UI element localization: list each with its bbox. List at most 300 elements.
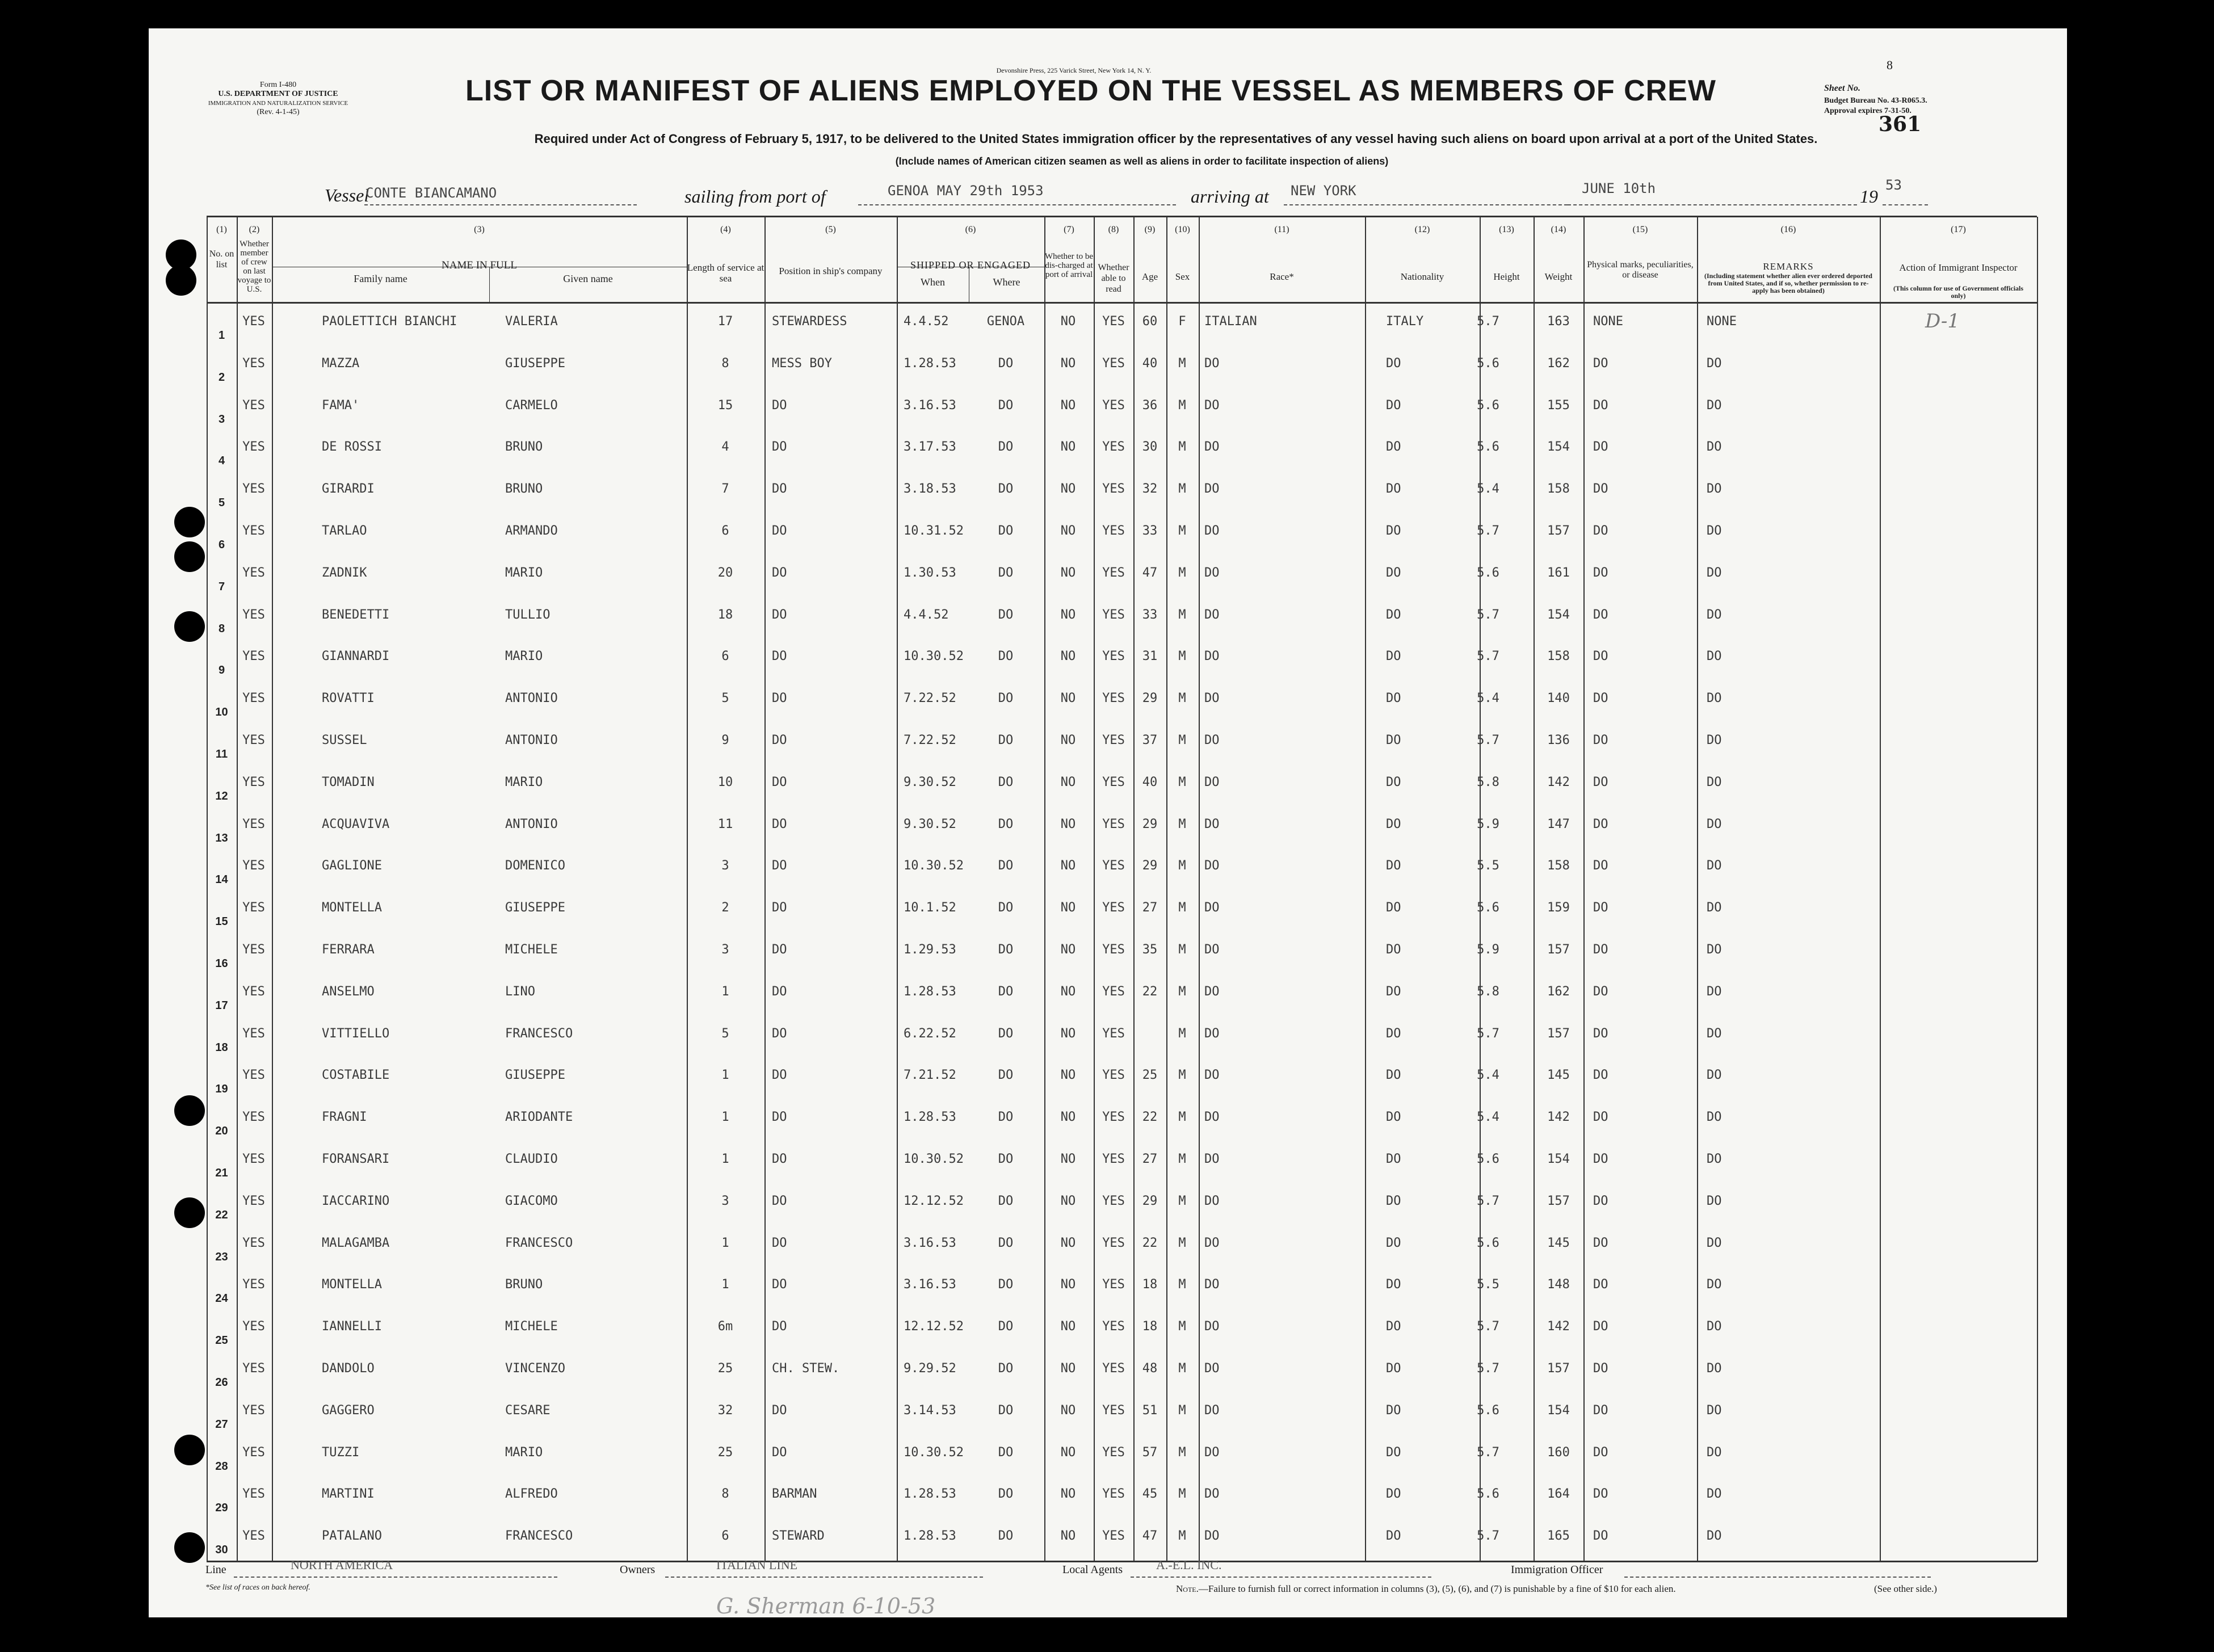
header-where: Where [993,276,1020,288]
cell-when: 9.30.52 [904,775,956,789]
cell-when: 3.17.53 [904,440,956,455]
cell-weight: 142 [1547,1319,1570,1334]
cell-given: TULLIO [505,607,551,622]
cell-position: DO [772,1026,787,1041]
cell-phys: DO [1593,901,1608,915]
cell-when: 1.28.53 [904,1487,956,1502]
cell-race: DO [1204,1277,1220,1292]
cell-read: YES [1102,943,1125,957]
cell-position: DO [772,524,787,538]
cell-length: 17 [717,314,733,329]
row-number: 29 [215,1502,228,1515]
cell-remarks: DO [1707,901,1722,915]
cell-length: 4 [721,440,729,455]
cell-given: BRUNO [505,440,543,455]
cell-where: DO [998,984,1014,999]
cell-sex: M [1178,943,1186,957]
cell-weight: 164 [1547,1487,1570,1502]
cell-read: YES [1102,398,1125,413]
cell-sex: M [1178,565,1186,580]
cell-read: YES [1102,440,1125,455]
cell-height: 5.6 [1477,565,1499,580]
column-number: (16) [1780,225,1796,234]
row-number: 13 [215,831,228,844]
cell-age: 45 [1142,1487,1158,1502]
cell-disch: NO [1060,1152,1076,1166]
cell-weight: 158 [1547,859,1570,873]
cell-member: YES [242,817,265,831]
fine-note [1176,1583,1676,1595]
cell-length: 1 [721,1235,729,1250]
cell-phys: DO [1593,482,1608,497]
cell-nat: DO [1386,817,1401,831]
row-number: 11 [215,748,228,760]
cell-where: DO [998,1361,1014,1376]
cell-member: YES [242,356,265,371]
cell-family: FERRARA [322,943,375,957]
cell-where: DO [998,1152,1014,1166]
cell-length: 6 [721,649,729,664]
row-number: 25 [215,1334,228,1347]
cell-position: DO [772,1235,787,1250]
cell-when: 7.21.52 [904,1068,956,1083]
cell-sex: M [1178,1026,1186,1041]
cell-race: DO [1204,1193,1220,1208]
cell-sex: M [1178,398,1186,413]
cell-weight: 157 [1547,1361,1570,1376]
cell-when: 1.28.53 [904,356,956,371]
cell-phys: NONE [1593,314,1623,329]
cell-read: YES [1102,1110,1125,1125]
cell-member: YES [242,1319,265,1334]
row-number: 17 [215,999,228,1012]
cell-age: 29 [1142,817,1158,831]
column-number: (9) [1144,225,1156,234]
header-name: NAME IN FULL [442,259,517,271]
form-id-block [199,81,358,117]
cell-when: 4.4.52 [904,607,949,622]
cell-phys: DO [1593,440,1608,455]
cell-phys: DO [1593,733,1608,747]
line-value: NORTH AMERICA [291,1558,393,1572]
cell-nat: DO [1386,1026,1401,1041]
cell-where: DO [998,943,1014,957]
cell-position: CH. STEW. [772,1361,840,1376]
cell-sex: M [1178,1319,1186,1334]
cell-nat: DO [1386,649,1401,664]
cell-where: DO [998,649,1014,664]
cell-height: 5.7 [1477,524,1499,538]
cell-where: DO [998,356,1014,371]
header-nationality: Nationality [1400,271,1444,282]
header-remarks-note: (Including statement whether alien ever ordered deported from United States, and if so, whether permission to re-apply has been obtained) [1704,272,1872,295]
cell-member: YES [242,1445,265,1460]
cell-phys: DO [1593,1361,1608,1376]
cell-disch: NO [1060,524,1076,538]
cell-given: GIUSEPPE [505,901,565,915]
cell-position: DO [772,1403,787,1418]
cell-sex: M [1178,817,1186,831]
cell-disch: NO [1060,1445,1076,1460]
cell-family: GIANNARDI [322,649,390,664]
page-title: LIST OR MANIFEST OF ALIENS EMPLOYED ON THE VESSEL AS MEMBERS OF CREW [465,74,1716,107]
cell-read: YES [1102,775,1125,789]
cell-member: YES [242,691,265,706]
cell-remarks: DO [1707,1235,1722,1250]
cell-height: 5.7 [1477,1361,1499,1376]
cell-read: YES [1102,1277,1125,1292]
cell-height: 5.8 [1477,984,1499,999]
cell-when: 3.16.53 [904,1277,956,1292]
row-number: 16 [215,957,228,970]
cell-race: DO [1204,1026,1220,1041]
cell-when: 3.18.53 [904,482,956,497]
cell-remarks: DO [1707,356,1722,371]
cell-height: 5.5 [1477,1277,1499,1292]
cell-where: DO [998,1487,1014,1502]
cell-weight: 140 [1547,691,1570,706]
cell-height: 5.7 [1477,649,1499,664]
cell-position: DO [772,984,787,999]
cell-remarks: DO [1707,943,1722,957]
cell-when: 1.28.53 [904,984,956,999]
cell-height: 5.7 [1477,733,1499,747]
cell-nat: DO [1386,733,1401,747]
cell-position: DO [772,649,787,664]
cell-race: DO [1204,691,1220,706]
cell-age: 33 [1142,524,1158,538]
cell-weight: 142 [1547,1110,1570,1125]
cell-disch: NO [1060,1110,1076,1125]
budget-number: Budget Bureau No. 43-R065.3. [1824,96,1927,105]
cell-family: GAGGERO [322,1403,375,1418]
cell-family: PAOLETTICH BIANCHI [322,314,457,329]
cell-age: 57 [1142,1445,1158,1460]
cell-where: DO [998,1403,1014,1418]
cell-weight: 154 [1547,607,1570,622]
cell-given: MARIO [505,1445,543,1460]
header-member: Whether member of crew on last voyage to U.S. [237,239,271,294]
cell-phys: DO [1593,984,1608,999]
cell-height: 5.9 [1477,943,1499,957]
cell-disch: NO [1060,1068,1076,1083]
cell-age: 33 [1142,607,1158,622]
cell-family: DE ROSSI [322,440,382,455]
cell-length: 32 [717,1403,733,1418]
cell-nat: DO [1386,775,1401,789]
cell-race: DO [1204,440,1220,455]
cell-member: YES [242,398,265,413]
cell-member: YES [242,314,265,329]
cell-height: 5.6 [1477,1487,1499,1502]
department: U.S. DEPARTMENT OF JUSTICE [218,90,338,98]
cell-position: DO [772,607,787,622]
header-given: Given name [563,273,613,284]
line-label: Line [205,1563,226,1576]
cell-member: YES [242,859,265,873]
column-number: (3) [474,225,485,234]
cell-height: 5.6 [1477,901,1499,915]
cell-family: MALAGAMBA [322,1235,390,1250]
cell-family: DANDOLO [322,1361,375,1376]
cell-weight: 154 [1547,1152,1570,1166]
cell-length: 2 [721,901,729,915]
cell-age: 30 [1142,440,1158,455]
column-number: (12) [1414,225,1430,234]
cell-read: YES [1102,1529,1125,1544]
cell-nat: DO [1386,1403,1401,1418]
cell-sex: M [1178,1487,1186,1502]
cell-read: YES [1102,1403,1125,1418]
cell-where: DO [998,1277,1014,1292]
form-subtitle: Required under Act of Congress of February 5, 1917, to be delivered to the United States immigration officer by the representatives of any vessel having such aliens on board upon arrival at a port of the United States. [534,132,1818,146]
cell-member: YES [242,1110,265,1125]
cell-where: GENOA [986,314,1025,329]
cell-read: YES [1102,524,1125,538]
cell-height: 5.6 [1477,1235,1499,1250]
cell-disch: NO [1060,1026,1076,1041]
cell-length: 6 [721,1529,729,1544]
cell-given: GIACOMO [505,1193,558,1208]
cell-length: 1 [721,1068,729,1083]
cell-sex: M [1178,482,1186,497]
cell-race: DO [1204,817,1220,831]
cell-given: ARMANDO [505,524,558,538]
cell-height: 5.6 [1477,356,1499,371]
cell-read: YES [1102,565,1125,580]
cell-length: 5 [721,1026,729,1041]
cell-sex: M [1178,1235,1186,1250]
column-number: (2) [249,225,260,234]
cell-nat: DO [1386,859,1401,873]
cell-sex: M [1178,1529,1186,1544]
cell-remarks: DO [1707,1277,1722,1292]
cell-where: DO [998,482,1014,497]
cell-age: 27 [1142,901,1158,915]
cell-when: 1.29.53 [904,943,956,957]
cell-disch: NO [1060,775,1076,789]
stamp-number: 361 [1879,112,1922,136]
row-number: 26 [215,1376,228,1389]
cell-member: YES [242,943,265,957]
cell-phys: DO [1593,398,1608,413]
cell-remarks: DO [1707,649,1722,664]
row-number: 8 [218,622,225,635]
cell-position: DO [772,1152,787,1166]
cell-height: 5.5 [1477,859,1499,873]
cell-remarks: DO [1707,565,1722,580]
header-shipped: SHIPPED OR ENGAGED [910,259,1031,271]
punch-hole [174,541,205,572]
cell-sex: M [1178,859,1186,873]
cell-family: GIRARDI [322,482,375,497]
cell-length: 1 [721,1152,729,1166]
header-family: Family name [354,273,407,284]
cell-phys: DO [1593,1445,1608,1460]
cell-phys: DO [1593,1403,1608,1418]
cell-remarks: DO [1707,607,1722,622]
cell-remarks: DO [1707,1152,1722,1166]
cell-read: YES [1102,859,1125,873]
cell-given: ANTONIO [505,817,558,831]
cell-phys: DO [1593,565,1608,580]
cell-phys: DO [1593,817,1608,831]
cell-weight: 162 [1547,984,1570,999]
cell-sex: M [1178,1445,1186,1460]
row-number: 20 [215,1125,228,1138]
cell-read: YES [1102,984,1125,999]
header-action-note: (This column for use of Government officials only) [1893,284,2024,300]
column-number: (11) [1274,225,1289,234]
service-name: IMMIGRATION AND NATURALIZATION SERVICE [208,100,348,107]
sheet-label: Sheet No. [1824,83,1860,93]
cell-disch: NO [1060,1193,1076,1208]
cell-height: 5.7 [1477,314,1499,329]
cell-weight: 145 [1547,1235,1570,1250]
cell-read: YES [1102,649,1125,664]
cell-remarks: DO [1707,1361,1722,1376]
cell-race: DO [1204,1110,1220,1125]
cell-disch: NO [1060,1277,1076,1292]
cell-race: DO [1204,733,1220,747]
cell-member: YES [242,1403,265,1418]
cell-remarks: DO [1707,1068,1722,1083]
cell-family: MARTINI [322,1487,375,1502]
cell-remarks: DO [1707,1026,1722,1041]
cell-family: VITTIELLO [322,1026,390,1041]
cell-where: DO [998,524,1014,538]
cell-disch: NO [1060,984,1076,999]
cell-weight: 154 [1547,440,1570,455]
column-number: (8) [1108,225,1119,234]
cell-phys: DO [1593,1068,1608,1083]
cell-when: 10.31.52 [904,524,964,538]
cell-family: IANNELLI [322,1319,382,1334]
row-number: 1 [218,329,225,342]
approval-date: Approval expires 7-31-50. [1824,107,1911,115]
cell-given: DOMENICO [505,859,565,873]
cell-weight: 136 [1547,733,1570,747]
cell-length: 25 [717,1445,733,1460]
cell-phys: DO [1593,859,1608,873]
column-number: (15) [1632,225,1648,234]
cell-disch: NO [1060,649,1076,664]
cell-phys: DO [1593,649,1608,664]
header-discharged: Whether to be dis-charged at port of arrival [1045,252,1093,279]
cell-family: MONTELLA [322,901,382,915]
cell-phys: DO [1593,1235,1608,1250]
cell-height: 5.7 [1477,1445,1499,1460]
cell-read: YES [1102,314,1125,329]
cell-where: DO [998,1026,1014,1041]
cell-given: BRUNO [505,1277,543,1292]
cell-race: DO [1204,482,1220,497]
cell-nat: DO [1386,691,1401,706]
cell-member: YES [242,440,265,455]
cell-nat: DO [1386,482,1401,497]
cell-nat: DO [1386,943,1401,957]
cell-weight: 162 [1547,356,1570,371]
cell-disch: NO [1060,943,1076,957]
cell-where: DO [998,733,1014,747]
cell-height: 5.6 [1477,440,1499,455]
header-action: Action of Immigrant Inspector [1899,262,2018,273]
see-other-side: (See other side.) [1874,1583,1937,1594]
cell-race: DO [1204,1152,1220,1166]
cell-remarks: DO [1707,398,1722,413]
cell-sex: M [1178,691,1186,706]
cell-disch: NO [1060,398,1076,413]
cell-read: YES [1102,1193,1125,1208]
cell-disch: NO [1060,817,1076,831]
cell-where: DO [998,1110,1014,1125]
cell-length: 25 [717,1361,733,1376]
note-text: —Failure to furnish full or correct information in columns (3), (5), (6), and (7) is punishable by a fine of $10 for each alien. [1198,1583,1676,1594]
cell-disch: NO [1060,1235,1076,1250]
cell-disch: NO [1060,482,1076,497]
cell-age: 29 [1142,691,1158,706]
sheet-number: 8 [1887,58,1893,72]
cell-where: DO [998,1193,1014,1208]
cell-remarks: NONE [1707,314,1737,329]
cell-member: YES [242,1277,265,1292]
cell-read: YES [1102,1026,1125,1041]
row-number: 10 [215,706,228,719]
punch-hole [174,1435,205,1465]
cell-age: 18 [1142,1319,1158,1334]
cell-height: 5.4 [1477,482,1499,497]
cell-disch: NO [1060,356,1076,371]
cell-weight: 157 [1547,1026,1570,1041]
cell-position: DO [772,1445,787,1460]
cell-family: ACQUAVIVA [322,817,390,831]
cell-disch: NO [1060,859,1076,873]
cell-age: 25 [1142,1068,1158,1083]
cell-position: DO [772,1319,787,1334]
cell-member: YES [242,1152,265,1166]
cell-length: 3 [721,943,729,957]
cell-height: 5.6 [1477,398,1499,413]
cell-given: ANTONIO [505,691,558,706]
cell-when: 12.12.52 [904,1193,964,1208]
cell-position: DO [772,1068,787,1083]
cell-given: CLAUDIO [505,1152,558,1166]
cell-where: DO [998,607,1014,622]
cell-when: 1.28.53 [904,1110,956,1125]
header-when: When [921,276,945,288]
cell-when: 3.16.53 [904,398,956,413]
cell-position: DO [772,440,787,455]
cell-phys: DO [1593,1277,1608,1292]
punch-hole [174,1197,205,1228]
cell-when: 9.29.52 [904,1361,956,1376]
cell-member: YES [242,524,265,538]
arrival-year: 53 [1885,177,1902,193]
cell-read: YES [1102,901,1125,915]
row-number: 24 [215,1292,228,1305]
cell-disch: NO [1060,901,1076,915]
cell-where: DO [998,1319,1014,1334]
punch-hole [174,1532,205,1563]
cell-read: YES [1102,607,1125,622]
cell-length: 3 [721,859,729,873]
cell-position: DO [772,482,787,497]
cell-weight: 154 [1547,1403,1570,1418]
cell-where: DO [998,817,1014,831]
cell-race: DO [1204,901,1220,915]
cell-phys: DO [1593,1487,1608,1502]
cell-family: TOMADIN [322,775,375,789]
